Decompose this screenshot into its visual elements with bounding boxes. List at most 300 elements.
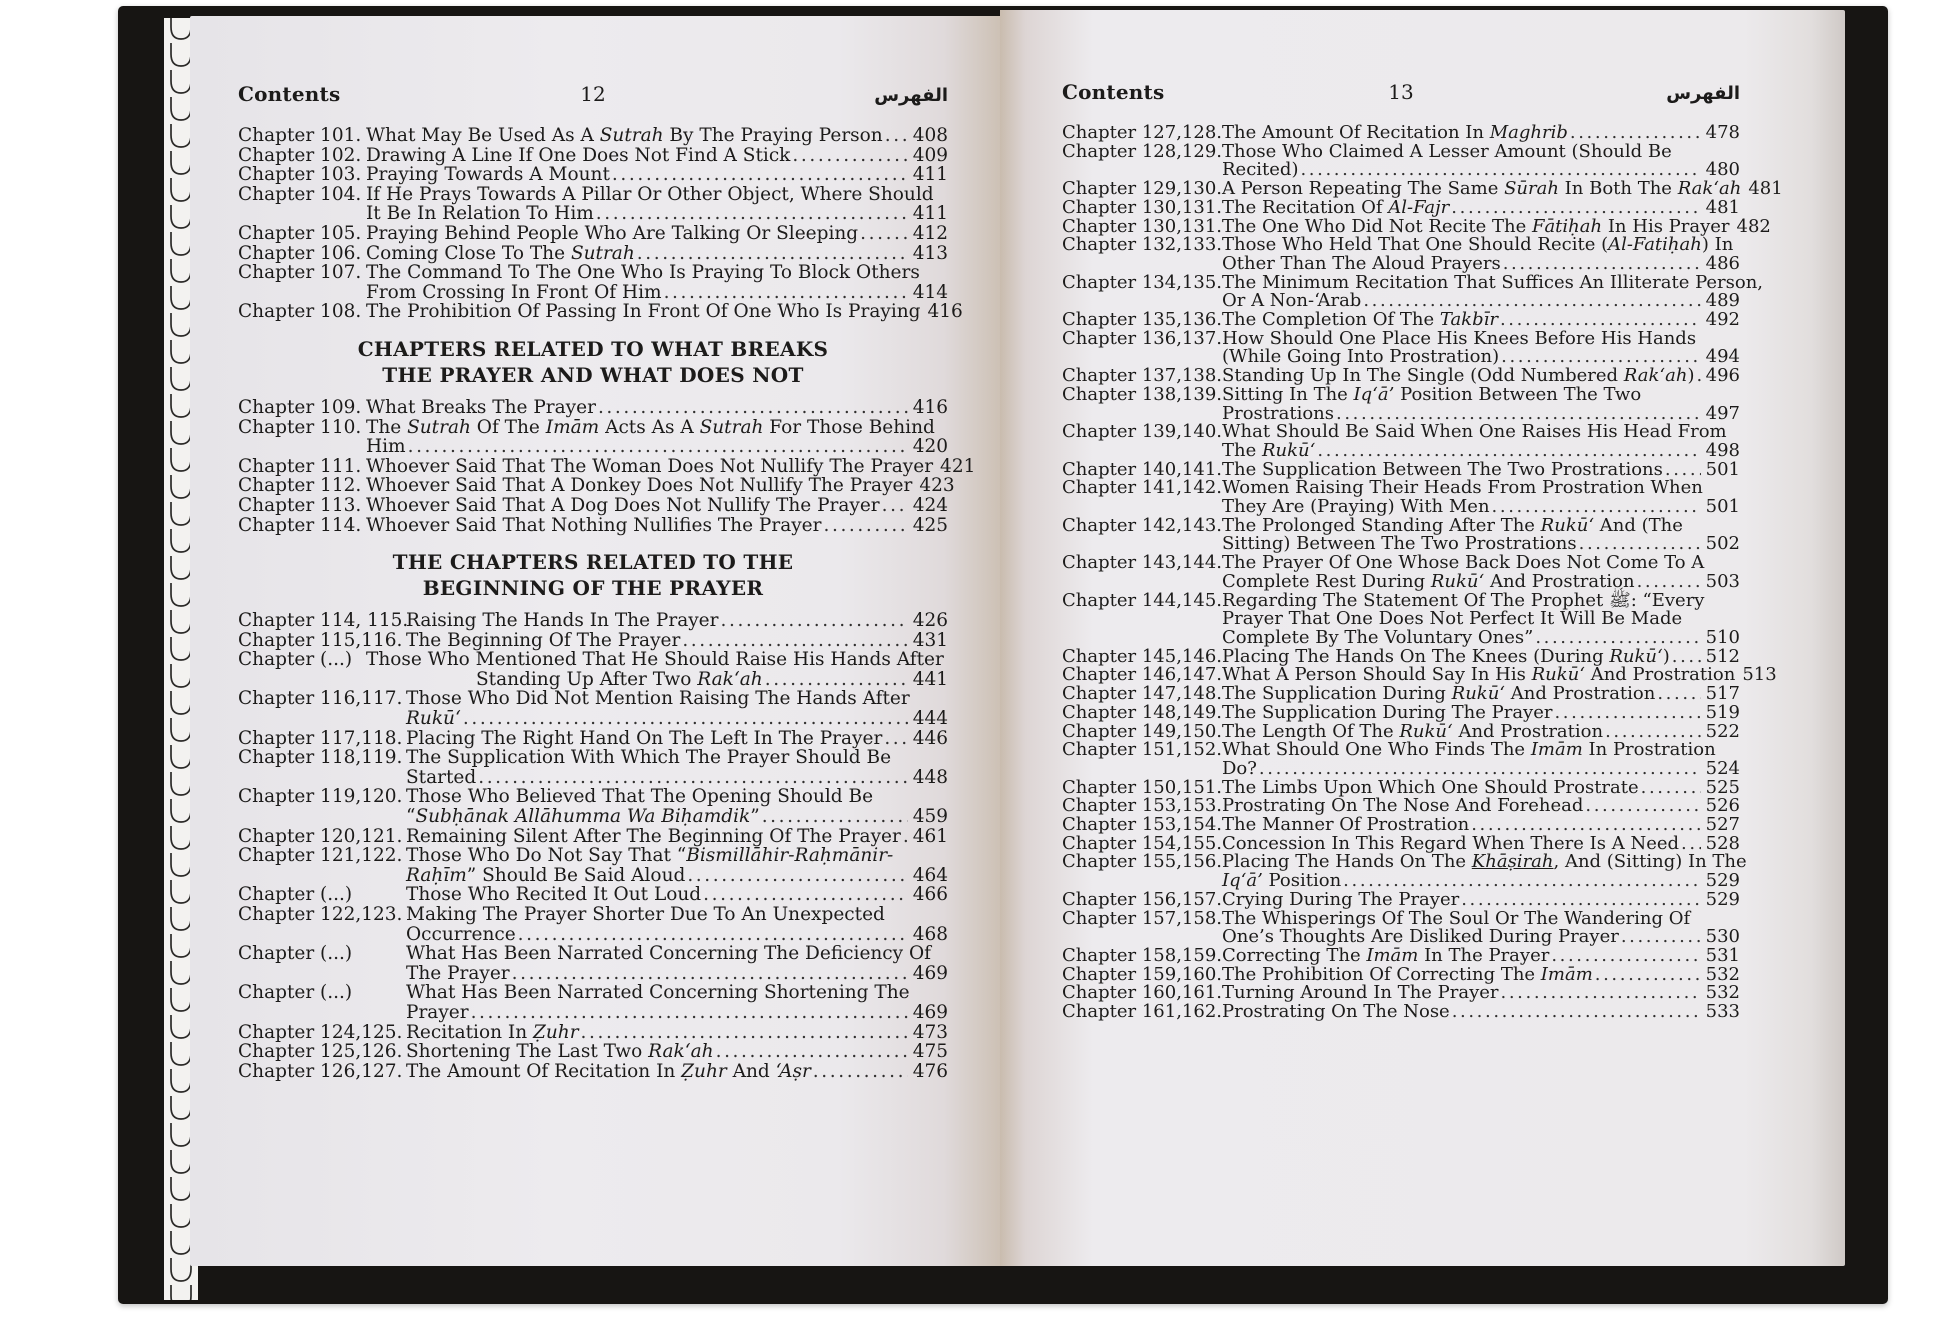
entry-title-line: Making The Prayer Shorter Due To An Unexpected <box>406 904 885 925</box>
chapter-label: Chapter 115,116. <box>238 629 403 651</box>
toc-entry <box>238 165 948 185</box>
chapter-label: Chapter 124,125. <box>238 1021 403 1043</box>
dot-leader <box>637 244 908 264</box>
entry-title-line: Other Than The Aloud Prayers <box>1222 252 1501 274</box>
entry-title-line: The Limbs Upon Which One Should Prostrate <box>1222 776 1639 798</box>
entry-title-line: The Manner Of Prostration <box>1222 814 1470 836</box>
entry-page-number: 502 <box>1705 533 1740 555</box>
chapter-label: Chapter (...) <box>238 982 353 1004</box>
toc-entry <box>1062 236 1740 273</box>
entry-page-number: 425 <box>912 514 948 536</box>
toc-entry <box>238 748 948 787</box>
header-arabic-title-left: الفهرس <box>874 85 949 106</box>
toc-entry <box>238 475 955 497</box>
entry-page-number: 420 <box>912 436 948 458</box>
toc-entry <box>238 496 948 516</box>
entry-page-number: 533 <box>1705 1001 1740 1023</box>
entry-title-line: Concession In This Regard When There Is A Need <box>1222 832 1680 854</box>
chapter-label: Chapter 155,156. <box>1062 851 1222 873</box>
toc-entry <box>238 455 976 477</box>
toc-entry <box>1062 311 1740 330</box>
entry-page-number: 475 <box>912 1041 948 1063</box>
toc-entry <box>1062 816 1740 835</box>
entry-title-line: The Minimum Recitation That Suffices An Illiterate Person, <box>1222 271 1764 293</box>
entry-page-number: 528 <box>1705 832 1740 854</box>
chapter-label: Chapter 147,148. <box>1062 683 1222 705</box>
dot-leader <box>581 1023 908 1043</box>
dot-leader <box>463 709 908 729</box>
toc-entry <box>238 1042 948 1062</box>
entry-page-number: 469 <box>912 1001 948 1023</box>
entry-page-number: 441 <box>912 668 948 690</box>
entry-title-line: Sitting) Between The Two Prostrations <box>1222 533 1577 555</box>
dot-leader <box>687 866 907 886</box>
dot-leader <box>1657 685 1700 704</box>
chapter-label: Chapter 157,158. <box>1062 907 1222 929</box>
entry-title-line: Placing The Hands On The Khāṣirah, And (Sitting) In The <box>1222 851 1747 873</box>
entry-page-number: 431 <box>912 629 948 651</box>
chapter-label: Chapter 136,137. <box>1062 327 1222 349</box>
chapter-label: Chapter 134,135. <box>1062 271 1222 293</box>
entry-title-line: Iq‘ā’ Position <box>1222 870 1342 892</box>
entry-page-number: 501 <box>1705 458 1740 480</box>
section-heading-line: THE PRAYER AND WHAT DOES NOT <box>382 362 804 387</box>
entry-page-number: 481 <box>1705 196 1740 218</box>
toc-entry <box>1062 140 1740 181</box>
entry-title-line: Those Who Recited It Out Loud <box>406 884 702 906</box>
entry-title-line: What Breaks The Prayer <box>366 396 596 418</box>
dot-leader <box>1500 311 1701 330</box>
entry-title-line: The Supplication During The Prayer <box>1222 701 1553 723</box>
toc-entry <box>1062 514 1740 555</box>
dot-leader <box>882 496 908 516</box>
dot-leader <box>1317 442 1700 461</box>
toc-entry <box>238 398 948 418</box>
chapter-label: Chapter 106. <box>238 242 362 264</box>
chapter-label: Chapter (...) <box>238 943 353 965</box>
entry-page-number: 424 <box>912 494 948 516</box>
chapter-label: Chapter 129,130. <box>1062 178 1222 200</box>
chapter-label: Chapter 145,146. <box>1062 645 1222 667</box>
entry-title-line: Complete Rest During Rukū‘ And Prostration <box>1222 570 1635 592</box>
dot-leader <box>823 516 907 536</box>
entry-title-line: The Amount Of Recitation In Maghrib <box>1222 122 1568 143</box>
chapter-label: Chapter 119,120. <box>238 786 403 808</box>
toc-entry <box>1062 124 1740 143</box>
entry-title-line: Prayer That One Does Not Perfect It Will Be Made <box>1222 608 1683 630</box>
toc-entry <box>1062 554 1740 591</box>
page-header-right <box>1062 80 1740 104</box>
dot-leader <box>408 437 908 457</box>
entry-title-line: Prostrating On The Nose And Forehead <box>1222 795 1584 817</box>
chapter-label: Chapter 142,143. <box>1062 514 1222 536</box>
entry-page-number: 448 <box>912 766 948 788</box>
entry-page-number: 423 <box>919 475 955 497</box>
entry-page-number: 486 <box>1705 252 1740 274</box>
entry-page-number: 532 <box>1705 982 1740 1004</box>
entry-title-line: Raising The Hands In The Prayer <box>406 610 719 632</box>
chapter-label: Chapter 151,152. <box>1062 739 1222 761</box>
section-heading <box>238 336 948 388</box>
chapter-label: Chapter 104. <box>238 183 362 205</box>
entry-title-line: Standing Up In The Single (Odd Numbered Rak‘ah) <box>1222 365 1695 387</box>
dot-leader <box>1641 779 1701 798</box>
entry-page-number: 494 <box>1705 346 1740 368</box>
chapter-label: Chapter (...) <box>238 649 353 671</box>
chapter-label: Chapter 161,162. <box>1062 1001 1222 1023</box>
entry-title-line: Those Who Held That One Should Recite (Al-Fatiḥah) In <box>1222 234 1734 256</box>
entry-page-number: 481 <box>1748 178 1783 200</box>
toc-entry <box>1062 741 1740 778</box>
entry-title-line: Started <box>406 766 477 788</box>
entry-page-number: 512 <box>1705 645 1740 667</box>
dot-leader <box>1585 797 1700 816</box>
entry-title-line: The Prayer Of One Whose Back Does Not Come To A <box>1222 552 1705 574</box>
dot-leader <box>1259 760 1701 779</box>
chapter-label: Chapter 113. <box>238 494 362 516</box>
toc-entry <box>238 650 948 689</box>
entry-title-line: Placing The Hands On The Knees (During Rukū‘) <box>1222 645 1670 667</box>
entry-title-line: If He Prays Towards A Pillar Or Other Object, Where Should <box>366 183 934 205</box>
toc-entry <box>238 126 948 146</box>
chapter-label: Chapter 140,141. <box>1062 458 1222 480</box>
chapter-label: Chapter 159,160. <box>1062 963 1222 985</box>
entry-title-line: They Are (Praying) With Men <box>1222 496 1490 518</box>
dot-leader <box>1492 498 1701 517</box>
section-heading <box>238 549 948 601</box>
toc-entry <box>238 689 948 728</box>
dot-leader <box>596 204 908 224</box>
entry-title-line: Those Who Do Not Say That “Bismillāhir-Raḥmānir- <box>406 845 894 867</box>
entry-title-line: The Completion Of The Takbīr <box>1222 309 1498 331</box>
dot-leader <box>792 146 907 166</box>
entry-title-line: How Should One Place His Knees Before His Hands <box>1222 327 1697 349</box>
chapter-label: Chapter 103. <box>238 164 362 186</box>
chapter-label: Chapter 122,123. <box>238 904 403 925</box>
entry-page-number: 416 <box>912 396 948 418</box>
chapter-label: Chapter 138,139. <box>1062 383 1222 405</box>
entry-page-number: 478 <box>1705 122 1740 143</box>
chapter-label: Chapter 118,119. <box>238 747 403 769</box>
entry-page-number: 524 <box>1705 757 1740 779</box>
entry-title-line: Do? <box>1222 757 1257 779</box>
entry-page-number: 501 <box>1705 496 1740 518</box>
entry-page-number: 527 <box>1705 814 1740 836</box>
toc-entry <box>238 944 948 983</box>
toc-entry <box>238 631 948 651</box>
toc-entry <box>238 224 948 244</box>
dot-leader <box>860 224 908 244</box>
entry-title-line: Placing The Right Hand On The Left In The Prayer <box>406 727 883 749</box>
dot-leader <box>682 631 907 651</box>
entry-title-line: The Amount Of Recitation In Ẓuhr And ‘Aṣr <box>406 1060 811 1082</box>
entry-title-line: Or A Non-‘Arab <box>1222 290 1362 312</box>
entry-title-line: The Supplication Between The Two Prostrations <box>1222 458 1663 480</box>
dot-leader <box>471 1003 908 1023</box>
entry-page-number: 468 <box>912 923 948 945</box>
section-heading-line: BEGINNING OF THE PRAYER <box>422 576 764 601</box>
section-heading-line: THE CHAPTERS RELATED TO THE <box>392 550 794 575</box>
chapter-label: Chapter 156,157. <box>1062 888 1222 910</box>
chapter-label: Chapter (...) <box>238 884 353 906</box>
entry-page-number: 444 <box>912 708 948 730</box>
toc-entry <box>238 846 948 885</box>
entry-title-line: It Be In Relation To Him <box>366 203 594 225</box>
entry-page-number: 464 <box>912 864 948 886</box>
entry-page-number: 496 <box>1705 365 1740 387</box>
entry-title-line: The Supplication During Rukū‘ And Prostration <box>1222 683 1656 705</box>
toc-entry <box>238 516 948 536</box>
toc-entry <box>1062 327 1740 368</box>
dot-leader <box>903 827 908 847</box>
entry-title-line: Whoever Said That The Woman Does Not Nullify The Prayer <box>366 455 934 477</box>
entry-title-line: Coming Close To The Sutrah <box>366 242 635 264</box>
chapter-label: Chapter 144,145. <box>1062 589 1222 611</box>
entry-page-number: 411 <box>912 203 948 225</box>
chapter-label: Chapter 105. <box>238 222 362 244</box>
chapter-label: Chapter 127,128. <box>1062 122 1222 143</box>
dot-leader <box>720 611 907 631</box>
entry-title-line: Recitation In Ẓuhr <box>406 1021 579 1043</box>
entry-title-line: Women Raising Their Heads From Prostration When <box>1222 477 1703 499</box>
dot-leader <box>478 768 907 788</box>
toc-entry <box>1062 271 1764 312</box>
toc-entry <box>238 611 948 631</box>
chapter-label: Chapter 143,144. <box>1062 552 1222 574</box>
toc-entry <box>238 1062 948 1082</box>
chapter-label: Chapter 114. <box>238 514 362 536</box>
entry-title-line: One’s Thoughts Are Disliked During Prayer <box>1222 926 1619 948</box>
entry-title-line: The Prohibition Of Correcting The Imām <box>1222 963 1593 985</box>
entry-page-number: 529 <box>1705 870 1740 892</box>
entry-title-line: What Should Be Said When One Raises His Head From <box>1222 421 1727 443</box>
entry-title-line: Rukū‘ <box>406 708 461 730</box>
chapter-label: Chapter 125,126. <box>238 1041 403 1063</box>
chapter-label: Chapter 117,118. <box>238 727 403 749</box>
toc-entry <box>1062 589 1740 648</box>
chapter-label: Chapter 149,150. <box>1062 720 1222 742</box>
entry-title-line: Correcting The Imām In The Prayer <box>1222 944 1550 966</box>
entry-title-line: Praying Behind People Who Are Talking Or Sleeping <box>366 222 859 244</box>
chapter-label: Chapter 130,131. <box>1062 215 1222 237</box>
entry-title-line: The One Who Did Not Recite The Fātiḥah In His Prayer <box>1222 215 1730 237</box>
entry-page-number: 421 <box>940 455 976 477</box>
toc-entry <box>1062 383 1740 424</box>
header-page-number-right: 13 <box>1388 80 1414 104</box>
header-contents-label-left: Contents <box>238 82 341 106</box>
page-right <box>1000 10 1845 1266</box>
entry-title-line: “Subḥānak Allāhumma Wa Biḥamdik” <box>406 806 760 828</box>
toc-entry <box>1062 907 1740 948</box>
chapter-label: Chapter 128,129. <box>1062 140 1222 162</box>
toc-entry <box>1062 479 1740 516</box>
chapter-label: Chapter 102. <box>238 144 362 166</box>
dot-leader <box>1452 1003 1701 1022</box>
entry-title-line: The Supplication With Which The Prayer Should Be <box>406 747 892 769</box>
dot-leader <box>1621 928 1701 947</box>
toc-entry <box>1062 1003 1740 1022</box>
toc-list-left <box>238 125 976 1082</box>
entry-page-number: 489 <box>1705 290 1740 312</box>
entry-title-line: Praying Towards A Mount <box>366 164 610 186</box>
entry-page-number: 412 <box>912 222 948 244</box>
toc-entry <box>238 418 948 457</box>
entry-title-line: The Sutrah Of The Imām Acts As A Sutrah For Those Behind <box>366 416 935 438</box>
entry-title-line: A Person Repeating The Same Sūrah In Both The Rak‘ah <box>1222 178 1742 200</box>
chapter-label: Chapter 121,122. <box>238 845 403 867</box>
chapter-label: Chapter 132,133. <box>1062 234 1222 256</box>
entry-page-number: 469 <box>912 962 948 984</box>
entry-page-number: 497 <box>1705 402 1740 424</box>
entry-title-line: The Prolonged Standing After The Rukū‘ And (The <box>1222 514 1683 536</box>
entry-title-line: Those Who Claimed A Lesser Amount (Should Be <box>1222 140 1672 162</box>
entry-title-line: Prostrations <box>1222 402 1335 424</box>
entry-page-number: 416 <box>927 301 963 323</box>
entry-title-line: Him <box>366 436 406 458</box>
entry-title-line: Remaining Silent After The Beginning Of The Prayer <box>406 825 901 847</box>
dot-leader <box>512 964 908 984</box>
chapter-label: Chapter 139,140. <box>1062 421 1222 443</box>
dot-leader <box>664 283 908 303</box>
chapter-label: Chapter 135,136. <box>1062 309 1222 331</box>
dot-leader <box>765 670 908 690</box>
entry-page-number: 526 <box>1705 795 1740 817</box>
chapter-label: Chapter 141,142. <box>1062 477 1222 499</box>
toc-entry <box>1062 851 1747 892</box>
chapter-label: Chapter 160,161. <box>1062 982 1222 1004</box>
chapter-label: Chapter 108. <box>238 301 362 323</box>
chapter-label: Chapter 112. <box>238 475 362 497</box>
entry-page-number: 498 <box>1705 439 1740 461</box>
entry-page-number: 513 <box>1742 664 1777 686</box>
dot-leader <box>1503 255 1701 274</box>
chapter-label: Chapter 154,155. <box>1062 832 1222 854</box>
entry-title-line: Shortening The Last Two Rak‘ah <box>406 1041 714 1063</box>
chapter-label: Chapter 150,151. <box>1062 776 1222 798</box>
dot-leader <box>762 807 908 827</box>
entry-page-number: 409 <box>912 144 948 166</box>
entry-title-line: Sitting In The Iq‘ā’ Position Between The Two <box>1222 383 1642 405</box>
entry-title-line: Turning Around In The Prayer <box>1222 982 1499 1004</box>
entry-page-number: 503 <box>1705 570 1740 592</box>
chapter-label: Chapter 120,121. <box>238 825 403 847</box>
chapter-label: Chapter 137,138. <box>1062 365 1222 387</box>
entry-page-number: 413 <box>912 242 948 264</box>
dot-leader <box>1696 367 1700 386</box>
entry-title-line: Drawing A Line If One Does Not Find A Stick <box>366 144 791 166</box>
page-left <box>190 16 1000 1266</box>
toc-entry <box>238 983 948 1022</box>
entry-page-number: 466 <box>912 884 948 906</box>
entry-title-line: What Has Been Narrated Concerning The Deficiency Of <box>406 943 932 965</box>
dot-leader <box>1461 891 1700 910</box>
chapter-label: Chapter 111. <box>238 455 362 477</box>
dot-leader <box>884 729 907 749</box>
toc-entry <box>1062 888 1740 910</box>
entry-title-line: The Recitation Of Al-Fajr <box>1222 196 1450 218</box>
entry-page-number: 492 <box>1705 309 1740 331</box>
chapter-label: Chapter 148,149. <box>1062 701 1222 723</box>
chapter-label: Chapter 130,131. <box>1062 196 1222 218</box>
entry-page-number: 411 <box>912 164 948 186</box>
chapter-label: Chapter 101. <box>238 125 362 146</box>
dot-leader <box>518 925 908 945</box>
entry-title-line: What Should One Who Finds The Imām In Prostration <box>1222 739 1716 761</box>
chapter-label: Chapter 153,153. <box>1062 795 1222 817</box>
header-arabic-title-right: الفهرس <box>1666 83 1741 104</box>
dot-leader <box>1637 573 1701 592</box>
entry-page-number: 426 <box>912 610 948 632</box>
entry-title-line: The Prayer <box>406 962 510 984</box>
dot-leader <box>1570 124 1701 143</box>
entry-title-line: What A Person Should Say In His Rukū‘ And Prostration <box>1222 664 1736 686</box>
toc-entry <box>238 185 948 224</box>
entry-page-number: 408 <box>912 125 948 146</box>
chapter-label: Chapter 153,154. <box>1062 814 1222 836</box>
dot-leader <box>598 398 908 418</box>
dot-leader <box>612 165 908 185</box>
entry-title-line: What Has Been Narrated Concerning Shortening The <box>406 982 910 1004</box>
entry-title-line: Prostrating On The Nose <box>1222 1001 1450 1023</box>
toc-entry <box>238 244 948 264</box>
entry-title-line: Those Who Believed That The Opening Should Be <box>406 786 874 808</box>
dot-leader <box>813 1062 908 1082</box>
entry-page-number: 446 <box>912 727 948 749</box>
toc-entry <box>238 729 948 749</box>
entry-page-number: 476 <box>912 1060 948 1082</box>
chapter-label: Chapter 110. <box>238 416 362 438</box>
entry-page-number: 482 <box>1736 215 1771 237</box>
toc-entry <box>238 301 963 323</box>
entry-page-number: 531 <box>1705 944 1740 966</box>
entry-page-number: 459 <box>912 806 948 828</box>
dot-leader <box>1554 704 1700 723</box>
toc-entry <box>238 827 948 847</box>
entry-page-number: 532 <box>1705 963 1740 985</box>
page-header-left <box>238 82 948 106</box>
entry-title-line: Regarding The Statement Of The Prophet ﷺ: “Every <box>1222 589 1705 611</box>
entry-title-line: The Beginning Of The Prayer <box>406 629 681 651</box>
book-cover <box>118 6 1888 1304</box>
entry-title-line: Whoever Said That A Donkey Does Not Nullify The Prayer <box>366 475 913 497</box>
entry-page-number: 517 <box>1705 683 1740 705</box>
entry-title-line: Complete By The Voluntary Ones” <box>1222 626 1534 648</box>
chapter-label: Chapter 158,159. <box>1062 944 1222 966</box>
toc-list-right <box>1062 122 1783 1023</box>
entry-page-number: 529 <box>1705 888 1740 910</box>
toc-entry <box>1062 196 1740 218</box>
toc-entry <box>238 146 948 166</box>
entry-title-line: The Rukū‘ <box>1222 439 1316 461</box>
dot-leader <box>885 126 908 146</box>
entry-title-line: Whoever Said That A Dog Does Not Nullify The Prayer <box>366 494 880 516</box>
entry-page-number: 473 <box>912 1021 948 1043</box>
dot-leader <box>1471 816 1700 835</box>
toc-entry <box>1062 685 1740 704</box>
entry-page-number: 530 <box>1705 926 1740 948</box>
dot-leader <box>703 885 908 905</box>
entry-title-line: What May Be Used As A Sutrah By The Praying Person <box>366 125 883 146</box>
entry-page-number: 510 <box>1705 626 1740 648</box>
toc-entry <box>238 905 948 944</box>
entry-title-line: Raḥīm” Should Be Said Aloud <box>406 864 686 886</box>
chapter-label: Chapter 126,127. <box>238 1060 403 1082</box>
entry-title-line: The Whisperings Of The Soul Or The Wandering Of <box>1222 907 1691 929</box>
entry-title-line: Those Who Did Not Mention Raising The Hands After <box>406 688 910 710</box>
chapter-label: Chapter 116,117. <box>238 688 403 710</box>
chapter-label: Chapter 109. <box>238 396 362 418</box>
entry-page-number: 519 <box>1705 701 1740 723</box>
